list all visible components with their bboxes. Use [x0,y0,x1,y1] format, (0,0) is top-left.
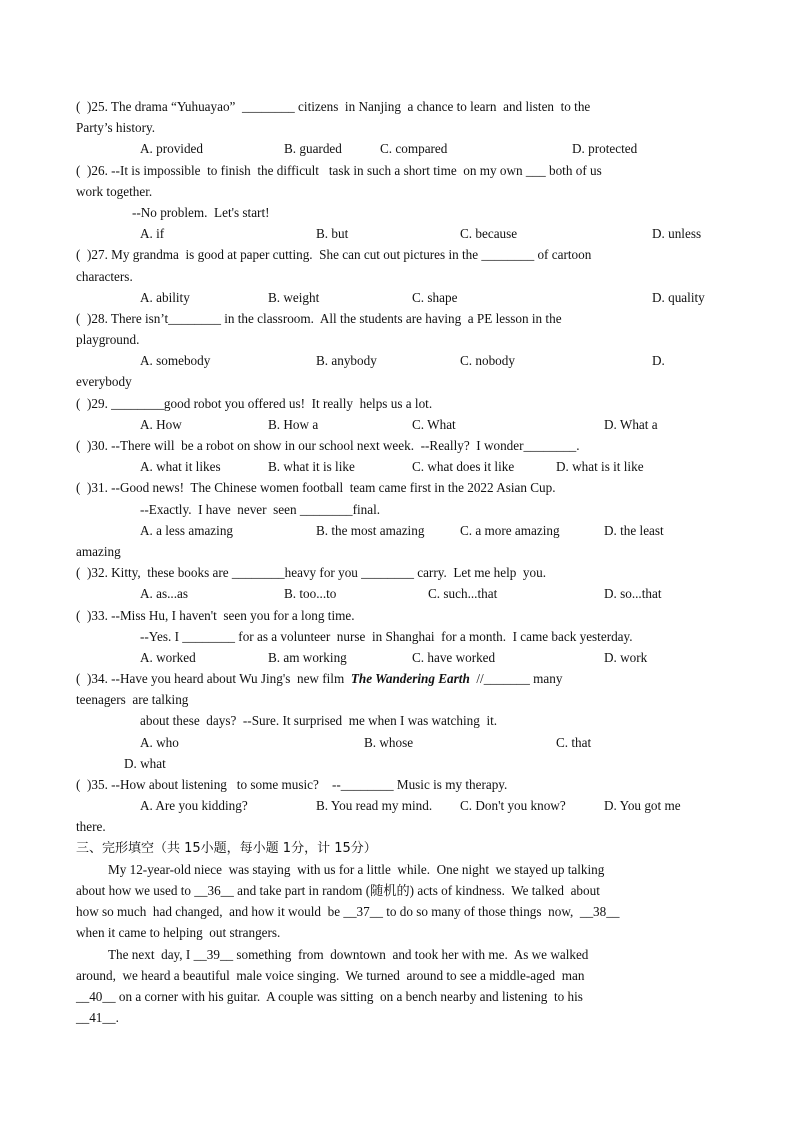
question-31: ( )31. --Good news! The Chinese women football team came first in the 2022 Asian Cup. [76,480,556,496]
option-c: C. What [412,416,456,432]
option-d: D. quality [652,289,705,305]
film-title: The Wandering Earth [350,671,470,687]
option-a: A. ability [140,289,190,305]
option-c: C. what does it like [412,459,515,475]
passage-line: __40__ on a corner with his guitar. A couple was sitting on a bench nearby and listening to his [76,988,583,1004]
option-c: C. a more amazing [460,522,560,538]
question-26: ( )26. --It is impossible to finish the difficult task in such a short time on my own ___ both of us [76,162,602,178]
option-d: D. unless [652,226,702,242]
option-c: C. such...that [428,586,498,602]
option-c: C. nobody [460,353,515,369]
question-28-cont: playground. [76,332,140,348]
option-d: D. the least [604,522,664,538]
question-29-options [76,414,716,435]
question-35-options [76,795,716,816]
option-c: C. that [556,734,592,750]
question-35-option-d-wrap: there. [76,819,106,835]
passage-line: how so much had changed, and how it would be __37__ to do so many of those things now, __38__ [76,904,620,920]
option-b: B. am working [268,649,347,665]
option-c: C. because [460,226,518,242]
question-28-options [76,350,716,371]
option-a: A. what it likes [140,459,221,475]
question-33: ( )33. --Miss Hu, I haven't seen you for a long time. [76,607,355,623]
question-31-option-d-wrap: amazing [76,543,121,559]
option-b: B. How a [268,416,319,432]
option-b: B. too...to [284,586,337,602]
option-c: C. shape [412,289,458,305]
option-c: C. compared [380,141,448,157]
passage-line: about how we used to __36__ and take part in random (随机的) acts of kindness. We talked about [76,882,600,898]
passage-line: when it came to helping out strangers. [76,925,281,941]
option-d: D. What a [604,416,658,432]
option-c: C. have worked [412,649,496,665]
option-b: B. guarded [284,141,342,157]
question-34-blank: //_______ many [469,671,563,687]
option-b: B. but [316,226,349,242]
worksheet-page [76,96,716,1028]
option-d: D. protected [572,141,638,157]
option-d: D. so...that [604,586,662,602]
option-b: B. what it is like [268,459,355,475]
option-d: D. work [604,649,648,665]
question-28: ( )28. There isn’t________ in the classroom. All the students are having a PE lesson in the [76,310,562,326]
question-25-cont: Party’s history. [76,120,156,136]
option-a: A. who [140,734,179,750]
section-heading: 三、完形填空（共 15小题，每小题 1分，计 15分） [76,840,377,856]
question-34-options [76,732,716,753]
question-31-reply: --Exactly. I have never seen ________final. [140,501,381,517]
option-a: A. as...as [140,586,188,602]
passage-line: around, we heard a beautiful male voice singing. We turned around to see a middle-aged man [76,967,585,983]
option-b: B. whose [364,734,414,750]
passage-line: __41__. [76,1010,119,1026]
question-33-options [76,647,716,668]
option-d: D. [652,353,665,369]
question-34 [76,668,716,689]
question-28-option-d-wrap: everybody [76,374,132,390]
question-34-option-d: D. what [124,755,166,771]
option-d: D. You got me [604,798,681,814]
question-33-reply: --Yes. I ________ for as a volunteer nurse in Shanghai for a month. I came back yesterday. [140,628,633,644]
option-c: C. Don't you know? [460,798,566,814]
option-a: A. Are you kidding? [140,798,248,814]
question-27: ( )27. My grandma is good at paper cutting. She can cut out pictures in the ________ of cartoon [76,247,592,263]
question-27-options [76,287,716,308]
option-d: D. what is it like [556,459,644,475]
question-26-reply: --No problem. Let's start! [132,204,270,220]
passage-line: My 12-year-old niece was staying with us for a little while. One night we stayed up talking [108,861,605,877]
question-25-options [76,138,716,159]
option-b: B. anybody [316,353,377,369]
question-26-options [76,223,716,244]
option-a: A. worked [140,649,196,665]
question-34-reply: about these days? --Sure. It surprised me when I was watching it. [140,713,498,729]
passage-line: The next day, I __39__ something from downtown and took her with me. As we walked [108,946,589,962]
option-b: B. weight [268,289,320,305]
option-a: A. somebody [140,353,211,369]
option-a: A. How [140,416,182,432]
question-35: ( )35. --How about listening to some music? --________ Music is my therapy. [76,777,508,792]
question-31-options [76,520,716,541]
question-30-options [76,456,716,477]
question-29: ( )29. ________good robot you offered us! It really helps us a lot. [76,395,433,411]
option-a: A. provided [140,141,203,157]
question-34-cont: teenagers are talking [76,692,189,708]
question-34-text: ( )34. --Have you heard about Wu Jing's new film [76,671,351,687]
option-b: B. You read my mind. [316,798,433,814]
option-a: A. if [140,226,165,242]
question-32: ( )32. Kitty, these books are ________heavy for you ________ carry. Let me help you. [76,565,546,581]
option-a: A. a less amazing [140,522,234,538]
question-32-options [76,583,716,604]
question-27-cont: characters. [76,268,133,284]
question-30: ( )30. --There will be a robot on show in our school next week. --Really? I wonder________. [76,438,580,453]
question-26-cont: work together. [76,183,153,199]
question-25: ( )25. The drama “Yuhuayao” ________ citizens in Nanjing a chance to learn and listen to the [76,99,591,114]
option-b: B. the most amazing [316,522,425,538]
